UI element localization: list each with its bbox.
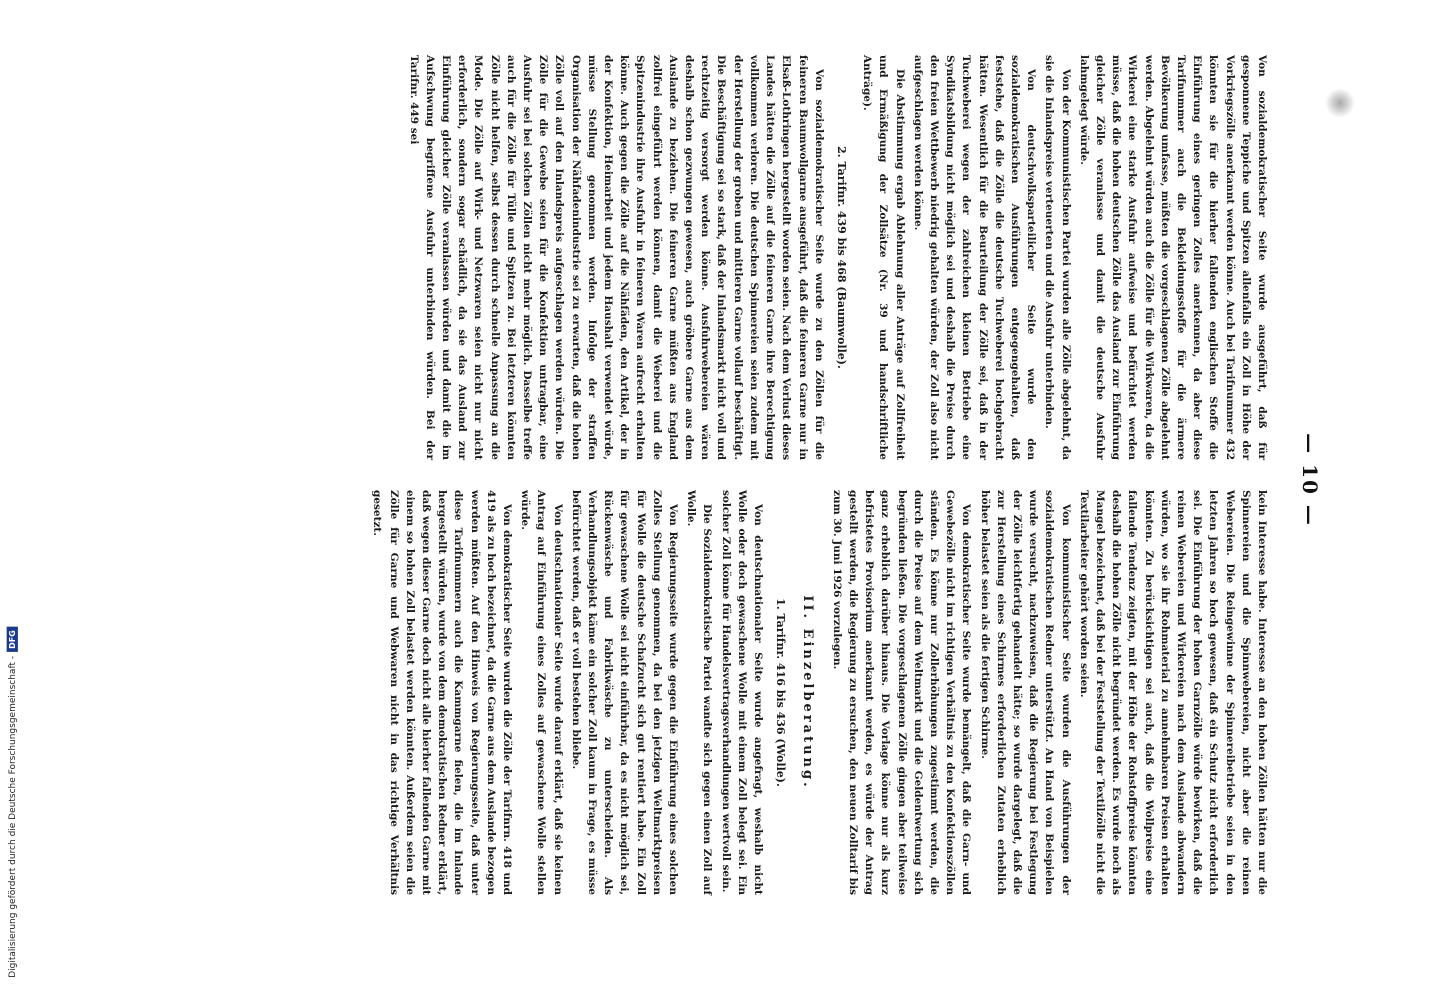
dfg-logo-icon: DFG [7, 627, 18, 652]
paragraph: Von deutschvolksparteilicher Seite wurde den sozialdemokratischen Ausführungen entgegengehalten, daß feststehe, daß die Zölle die deutsche Tuchweberei hochgebracht hätten. Wesentlich für die Beurteilung der Zölle sei, daß in der Tuchweberei wegen der zahlreichen kleinen Betriebe eine Syndikatsbildung nicht möglich sei und deshalb die Preise durch den freien Wettbewerb niedrig gehalten würden, der Zoll also nicht aufgeschlagen werden könne. [911, 55, 1038, 460]
paragraph: Von demokratischer Seite wurden die Zölle der Tarifnrn. 418 und 419 als zu hoch bezeichnet, da die Garne aus dem Auslande bezogen werden müßten. Auf den Hinweis von Regierungsseite, daß unter diese Tarifnummern auch die Kammgarne fielen, die im Inlande hergestellt würden, wurde von dem demokratischen Redner erklärt, daß wegen dieser Garne doch nicht alle hierher fallenden Garne mit einem so hohen Zoll belastet werden könnten. Außerdem seien die Zölle für Garne und Webwaren nicht in das richtige Verhältnis gesetzt. [371, 490, 514, 895]
scanned-page [140, 40, 1340, 920]
credit-text: Digitalisierung gefördert durch die Deutsche Forschungsgemeinschaft - [7, 655, 18, 978]
paragraph: kein Interesse habe. Interesse an den hohen Zöllen hätten nur die Spinnereien und die Spinnwebereien, nicht aber die reinen Webereien. Die Reingewinne der Spinnereibetriebe seien in den letzten Jahren so hoch gewesen, daß ein Schutz nicht erforderlich sei. Die Einführung der hohen Garnzölle würde bewirken, daß die reinen Webereien und Wirkereien nach dem Auslande abwandern würden, wo sie ihr Rohmaterial zu annehmbaren Preisen erhalten könnten. Zu berücksichtigen sei auch, daß die Wollpreise eine fallende Tendenz zeigten, mit der Höhe der Rohstoffpreise könnten deshalb die hohen Zölle nicht begründet werden. Es wurde noch als Mangel bezeichnet, daß bei der Feststellung der Textilzölle nicht die Textilarbeiter gehört worden seien. [1077, 490, 1268, 895]
paragraph: Die Abstimmung ergab Ablehnung aller Anträge auf Zollfreiheit und Ermäßigung der Zollsätze (Nr. 39 und handschriftliche Anträge). [861, 55, 906, 460]
digitization-credit [4, 610, 20, 995]
right-column [367, 490, 1270, 895]
paragraph: Von Regierungsseite wurde gegen die Einführung eines solchen Zolles Stellung genommen, da bei den jetzigen Weltmarktpreisen für Wolle die deutsche Schafzucht sich gut rentiert habe. Ein Zoll für gewaschene Wolle sei nicht einführbar, da es nicht möglich sei, Rückenwäsche und Fabrikwäsche zu unterscheiden. Als Verhandlungsobjekt käme ein solcher Zoll kaum in Frage, es müsse befürchtet werden, daß er voll bestehen bliebe. [569, 490, 680, 895]
paragraph: Von deutschnationaler Seite wurde darauf erklärt, daß sie keinen Antrag auf Einführung eines Zolles auf gewaschene Wolle stellen würde. [519, 490, 564, 895]
section-title: II. Einzelberatung. [799, 595, 815, 790]
rotated-page-content [150, 40, 1330, 920]
paragraph: Von der Kommunistischen Partei wurden alle Zölle abgelehnt, da sie die Inlandspreise verteuerten und die Ausfuhr unterbinden. [1043, 55, 1072, 460]
page-number: — 10 — [1298, 433, 1322, 527]
paragraph: Von sozialdemokratischer Seite wurde zu den Zöllen für die feineren Baumwollgarne ausgeführt, daß die feineren Garne nur in Elsaß-Lothringen hergestellt worden seien. Nach dem Verlust dieses Landes hätten die Zölle auf die feineren Garne ihre Berechtigung vollkommen verloren. Die deutschen Spinnereien seien zudem mit der Herstellung der groben und mittleren Garne vollauf beschäftigt. Die Beschäftigung sei so stark, daß der Inlandsmarkt nicht voll und rechtzeitig versorgt werden könne. Ausfuhrwebereien wären deshalb schon gezwungen gewesen, auch gröbere Garne aus dem Auslande zu beziehen. Die feineren Garne müßten aus England zollfrei eingeführt werden können, damit die Weberei und die Spitzenindustrie ihre Ausfuhr in feineren Waren aufrecht erhalten könne. Auch gegen die Zölle auf die Nähfäden, den Artikel, der in der Konfektion, Heimarbeit und jedem Haushalt verwendet würde, müsse Stellung genommen werden. Infolge der straffen Organisation der Nähfadenindustrie sei zu erwarten, daß die hohen Zölle voll auf den Inlandspreis aufgeschlagen werden würden. Die Zölle für die Gewebe seien für die Konfektion untragbar, eine Ausfuhr sei bei solchen Zöllen nicht mehr möglich. Dasselbe treffe auch für die Zölle für Tülle und Spitzen zu. Bei letzteren könnten Zölle nicht helfen, selbst dessen durch schnelle Anpassung an die Mode. Die Zölle auf Wirk- und Netzwaren seien nicht nur nicht erforderlich, sondern sogar schädlich, da sie das Ausland zur Einführung gleicher Zölle veranlassen würden und damit die im Aufschwung begriffene Ausfuhr unterbinden würden. Bei der Tarifnr. 449 sei [407, 55, 825, 460]
left-column [403, 55, 1270, 460]
section-heading: 1. Tarifnr. 416 bis 436 (Wolle). [774, 598, 788, 787]
paragraph: Von sozialdemokratischer Seite wurde ausgeführt, daß für gesponnene Teppiche und Spitzen allenfalls ein Zoll in Höhe der Vorkriegszölle anerkannt werden könne. Auch bei Tarifnummer 432 könnten sie für die hierher fallenden englischen Stoffe die Einführung eines geringen Zolles anerkennen, da aber diese Tarifnummer auch die Bekleidungsstoffe für die ärmere Bevölkerung umfasse, müßten die vorgeschlagenen Zölle abgelehnt werden. Abgelehnt würden auch die Zölle für die Wirkwaren, da die Wirkerei eine starke Ausfuhr aufweise und befürchtet werden müsse, daß die hohen deutschen Zölle das Ausland zur Einführung gleicher Zölle veranlasse und damit die deutsche Ausfuhr lahmgelegt würde. [1077, 55, 1268, 460]
paragraph: Von deutschnationaler Seite wurde angefragt, weshalb nicht Wolle oder doch gewaschene Wolle mit einem Zoll belegt sei. Ein solcher Zoll könne für Handelsvertragsverhandlungen wertvoll sein. [719, 490, 765, 895]
paragraph: Die Sozialdemokratische Partei wandte sich gegen einen Zoll auf Wolle. [685, 490, 714, 895]
paragraph: Von demokratischer Seite wurde bemängelt, daß die Garn- und Gewebezölle nicht im richtigen Verhältnis zu den Konfektionszöllen ständen. Es könne nur Zollerhöhungen zugestimmt werden, die durch die Preise auf dem Weltmarkt und die Geldentwertung sich begründen ließen. Die vorgeschlagenen Zölle gingen aber teilweise ganz erheblich darüber hinaus. Die Vorlage könne nur als kurz befristetes Provisorium anerkannt werden, es würde der Antrag gestellt werden, die Regierung zu ersuchen, den neuen Zolltarif bis zum 30. Juni 1926 vorzulegen. [830, 490, 973, 895]
paragraph: Von kommunistischer Seite wurden die Ausführungen der sozialdemokratischen Redner unterstützt. An Hand von Beispielen wurde versucht, nachzuweisen, daß die Regierung bei Festlegung der Zölle leichtfertig gehandelt hätte; so wurde dargelegt, daß die zur Herstellung eines Schirmes erforderlichen Zutaten erheblich höher belastet seien als die fertigen Schirme. [978, 490, 1072, 895]
section-heading: 2. Tarifnr. 439 bis 468 (Baumwolle). [834, 146, 848, 369]
